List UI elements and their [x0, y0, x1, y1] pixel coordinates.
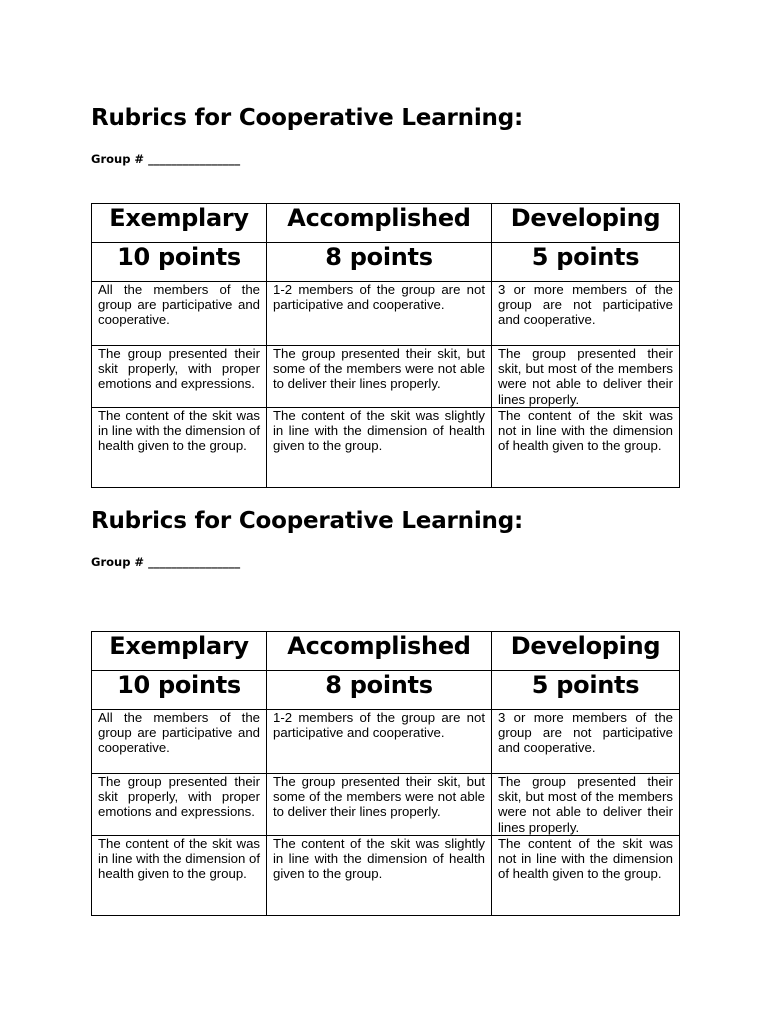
criteria-cell: All the members of the group are participative and cooperative.	[92, 710, 267, 774]
level-header-accomplished: Accomplished	[267, 204, 492, 243]
criteria-row-participation	[92, 710, 680, 774]
points-row	[92, 671, 680, 710]
criteria-cell: 1-2 members of the group are not participative and cooperative.	[267, 710, 492, 774]
rubric-title: Rubrics for Cooperative Learning:	[91, 508, 523, 534]
criteria-cell: The group presented their skit, but most of the members were not able to deliver their lines properly.	[492, 346, 680, 408]
criteria-cell: 3 or more members of the group are not participative and cooperative.	[492, 710, 680, 774]
rubric-table	[91, 631, 680, 916]
criteria-row-participation	[92, 282, 680, 346]
criteria-cell: The group presented their skit, but most of the members were not able to deliver their lines properly.	[492, 774, 680, 836]
criteria-cell: The group presented their skit properly, with proper emotions and expressions.	[92, 774, 267, 836]
header-row	[92, 204, 680, 243]
points-accomplished: 8 points	[267, 671, 492, 710]
points-exemplary: 10 points	[92, 671, 267, 710]
criteria-cell: The content of the skit was not in line with the dimension of health given to the group.	[492, 835, 680, 915]
criteria-cell: 3 or more members of the group are not participative and cooperative.	[492, 282, 680, 346]
level-header-exemplary: Exemplary	[92, 204, 267, 243]
header-row	[92, 632, 680, 671]
criteria-row-presentation	[92, 346, 680, 408]
level-header-accomplished: Accomplished	[267, 632, 492, 671]
criteria-row-presentation	[92, 774, 680, 836]
criteria-row-content	[92, 407, 680, 487]
group-number-line: Group # ________________	[91, 555, 241, 569]
level-header-developing: Developing	[492, 204, 680, 243]
points-developing: 5 points	[492, 243, 680, 282]
criteria-cell: The group presented their skit, but some of the members were not able to deliver their lines properly.	[267, 346, 492, 408]
points-accomplished: 8 points	[267, 243, 492, 282]
criteria-cell: The content of the skit was in line with the dimension of health given to the group.	[92, 835, 267, 915]
group-number-line: Group # ________________	[91, 152, 241, 166]
level-header-exemplary: Exemplary	[92, 632, 267, 671]
points-row	[92, 243, 680, 282]
criteria-row-content	[92, 835, 680, 915]
points-developing: 5 points	[492, 671, 680, 710]
rubric-table	[91, 203, 680, 488]
criteria-cell: The content of the skit was slightly in line with the dimension of health given to the group.	[267, 407, 492, 487]
criteria-cell: The content of the skit was slightly in line with the dimension of health given to the group.	[267, 835, 492, 915]
criteria-cell: The group presented their skit, but some of the members were not able to deliver their lines properly.	[267, 774, 492, 836]
criteria-cell: The content of the skit was in line with the dimension of health given to the group.	[92, 407, 267, 487]
rubric-title: Rubrics for Cooperative Learning:	[91, 105, 523, 131]
points-exemplary: 10 points	[92, 243, 267, 282]
criteria-cell: 1-2 members of the group are not participative and cooperative.	[267, 282, 492, 346]
criteria-cell: The content of the skit was not in line with the dimension of health given to the group.	[492, 407, 680, 487]
level-header-developing: Developing	[492, 632, 680, 671]
criteria-cell: All the members of the group are participative and cooperative.	[92, 282, 267, 346]
criteria-cell: The group presented their skit properly, with proper emotions and expressions.	[92, 346, 267, 408]
